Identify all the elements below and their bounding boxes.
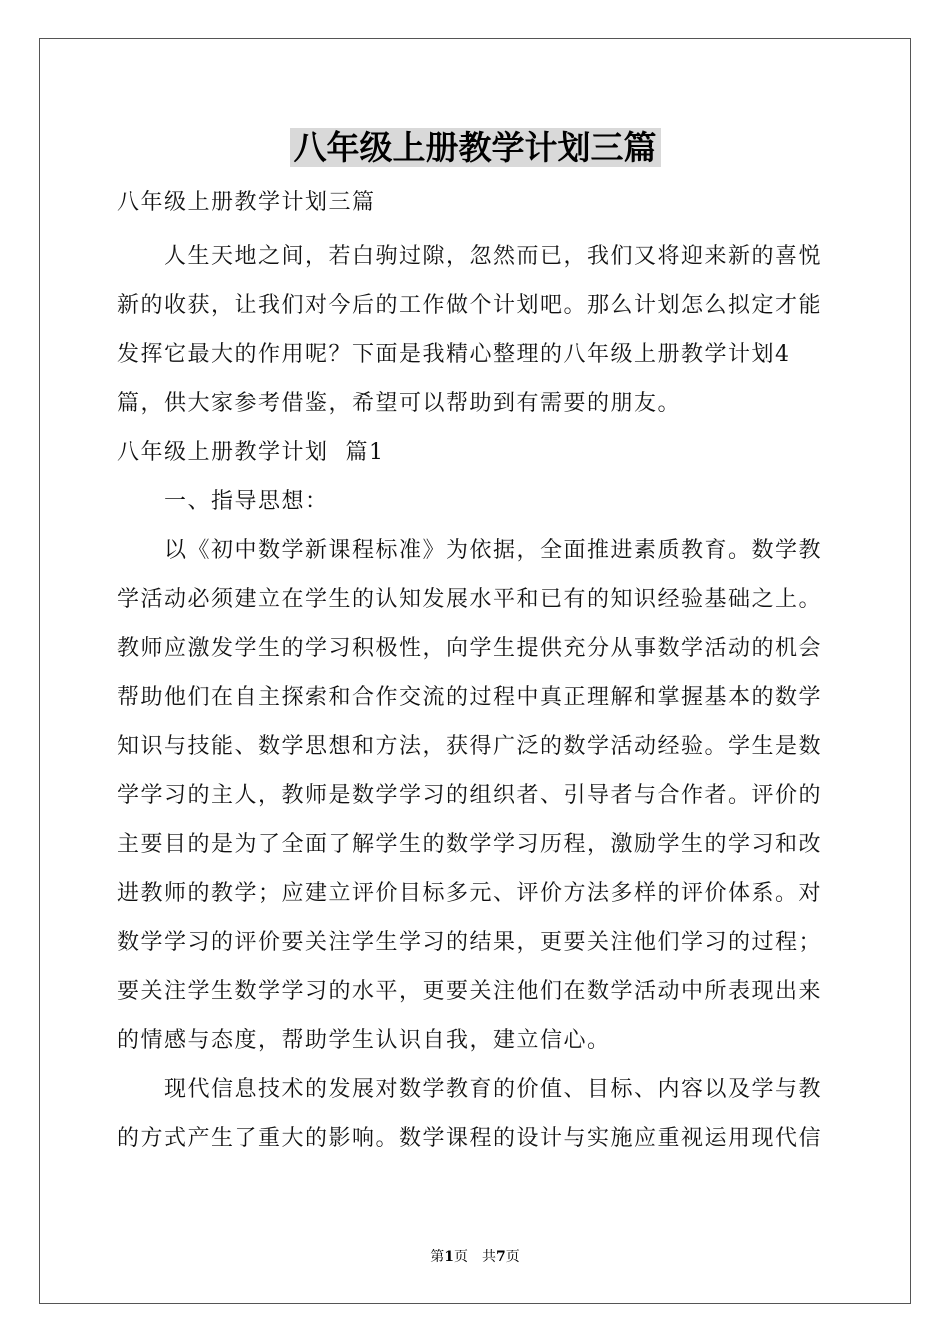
footer-mid: 页 共 (454, 1249, 496, 1265)
footer-prefix: 第 (430, 1249, 445, 1265)
subheading-guiding-ideology: 一、指导思想： (164, 489, 329, 514)
body-paragraph-2: 现代信息技术的发展对数学教育的价值、目标、内容以及学与教的方式产生了重大的影响。数学课程的设计与实施应重视运用现代信 (117, 1077, 823, 1151)
body-paragraph-1: 以《初中数学新课程标准》为依据，全面推进素质教育。数学教学活动必须建立在学生的认知发展水平和已有的知识经验基础之上。教师应激发学生的学习积极性，向学生提供充分从事数学活动的机会帮助他们在自主探索和合作交流的过程中真正理解和掌握基本的数学知识与技能、数学思想和方法，获得广泛的数学活动经验。学生是数学学习的主人，教师是数学学习的组织者、引导者与合作者。评价的主要目的是为了全面了解学生的数学学习历程，激励学生的学习和改进教师的教学；应建立评价目标多元、评价方法多样的评价体系。对数学学习的评价要关注学生学习的结果，更要关注他们学习的过程；要关注学生数学学习的水平，更要关注他们在数学活动中所表现出来的情感与态度，帮助学生认识自我，建立信心。 (117, 538, 823, 1053)
section-heading: 八年级上册教学计划 篇1 (117, 440, 385, 465)
footer-suffix: 页 (505, 1249, 520, 1265)
footer-total-pages: 7 (496, 1249, 506, 1265)
document-title-text: 八年级上册教学计划三篇 (290, 128, 661, 167)
footer-current-page: 1 (444, 1249, 454, 1265)
page-footer (0, 1246, 950, 1266)
document-title (0, 122, 950, 174)
document-subtitle: 八年级上册教学计划三篇 (117, 190, 376, 215)
intro-paragraph: 人生天地之间，若白驹过隙，忽然而已，我们又将迎来新的喜悦新的收获，让我们对今后的工作做个计划吧。那么计划怎么拟定才能发挥它最大的作用呢？下面是我精心整理的八年级上册教学计划4篇，供大家参考借鉴，希望可以帮助到有需要的朋友。 (117, 244, 823, 416)
document-body (117, 178, 837, 1163)
